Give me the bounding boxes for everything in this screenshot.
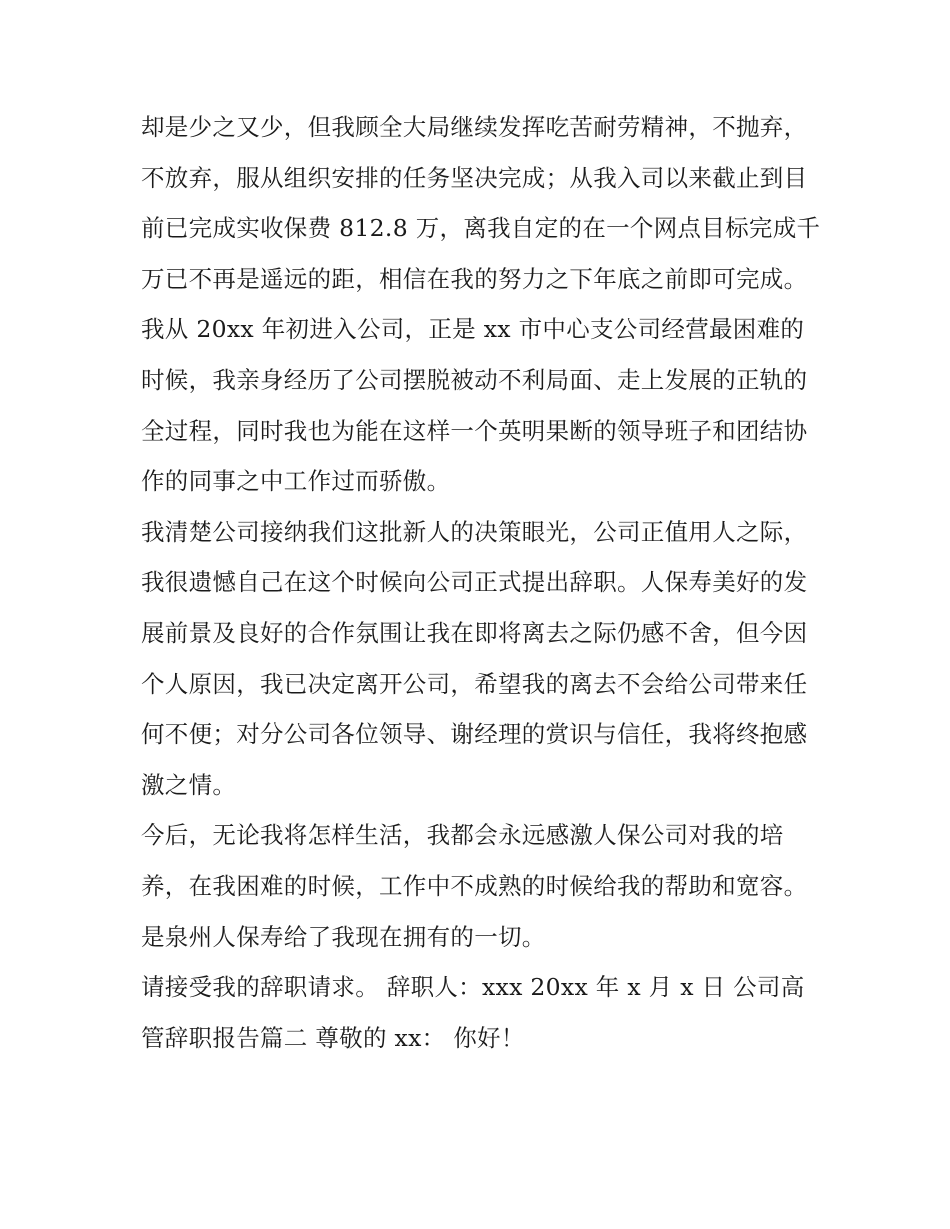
- paragraph-1: 却是少之又少，但我顾全大局继续发挥吃苦耐劳精神，不抛弃，不放弃，服从组织安排的任务坚决完成；从我入司以来截止到目前已完成实收保费 812.8 万，离我自定的在一个网点目标完成千万已不再是遥远的距，相信在我的努力之下年底之前即可完成。: [141, 113, 821, 293]
- paragraph-5: 请接受我的辞职请求。 辞职人：xxx 20xx 年 x 月 x 日 公司高管辞职报告篇二 尊敬的 xx： 你好！: [141, 973, 805, 1052]
- paragraph-2: 我从 20xx 年初进入公司，正是 xx 市中心支公司经营最困难的时候，我亲身经历了公司摆脱被动不利局面、走上发展的正轨的全过程，同时我也为能在这样一个英明果断的领导班子和团结协作的同事之中工作过而骄傲。: [141, 315, 808, 496]
- paragraph-4: 今后，无论我将怎样生活，我都会永远感激人保公司对我的培养，在我困难的时候，工作中不成熟的时候给我的帮助和宽容。是泉州人保寿给了我现在拥有的一切。: [141, 821, 808, 951]
- paragraph-3: 我清楚公司接纳我们这批新人的决策眼光，公司正值用人之际，我很遗憾自己在这个时候向公司正式提出辞职。人保寿美好的发展前景及良好的合作氛围让我在即将离去之际仍感不舍，但今因个人原因，我已决定离开公司，希望我的离去不会给公司带来任何不便；对分公司各位领导、谢经理的赏识与信任，我将终抱感激之情。: [141, 517, 808, 799]
- document-body: [141, 102, 821, 1063]
